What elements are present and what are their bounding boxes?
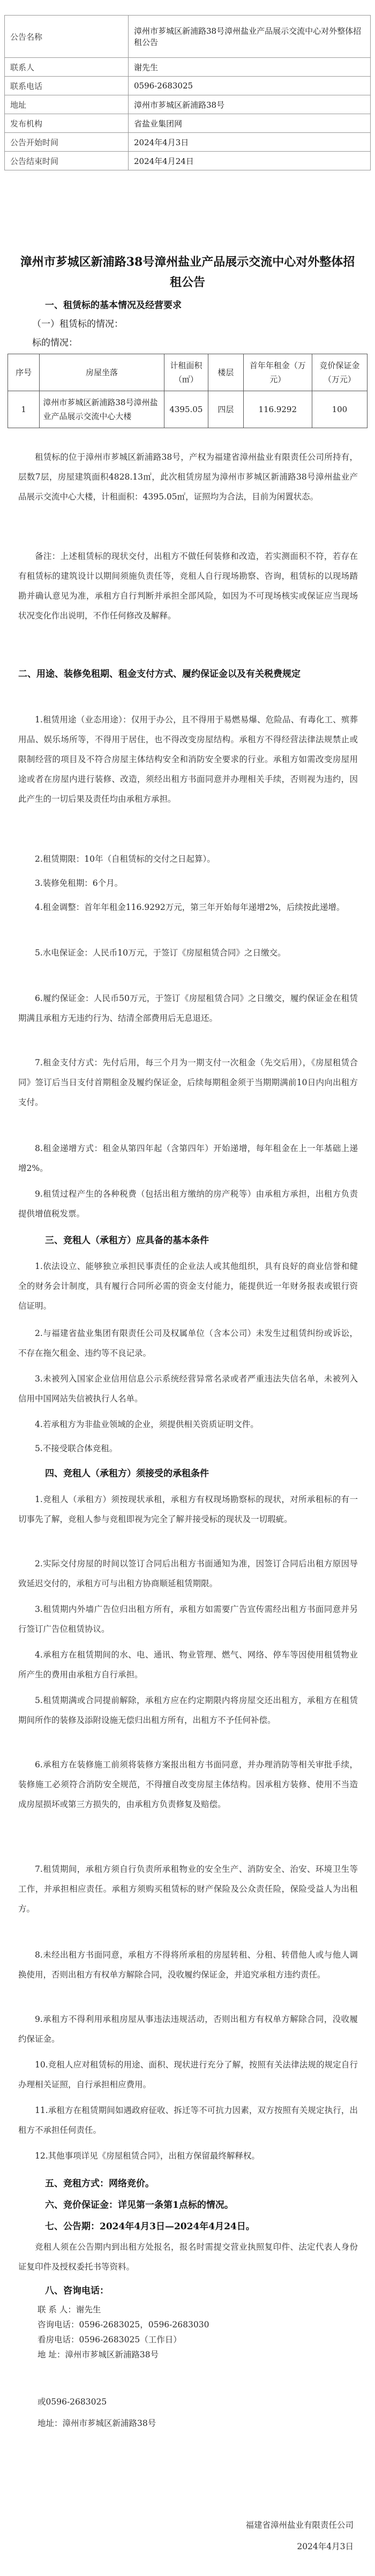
- section-heading: 二、用途、装修免租期、租金支付方式、履约保证金以及有关税费规定: [18, 669, 301, 680]
- paragraph: 6.承租方在装修施工前须将装修方案报出租方书面同意，并办理消防等相关审批手续，装修施工必须符合消防安全规范，不得擅自改变房屋主体结构。因承租方装修、使用不当造成房屋损坏或第三方损失的，由承租方负责修复及赔偿。: [18, 1760, 358, 1809]
- info-row: [5, 114, 371, 133]
- contact-line: 地址：漳州市芗城区新浦路38号: [38, 2418, 156, 2428]
- paragraph: 2.与福建省盐业集团有限责任公司及权属单位（含本公司）未发生过租赁纠纷或诉讼，不存在拖欠租金、违约等不良记录。: [18, 1328, 358, 1358]
- subsection-heading: 标的情况：: [32, 338, 78, 348]
- paragraph: 1.竞租人（承租方）须按现状承租，承租方有权现场勘察标的现状，对所承租标的有一切事先了解，竞租人参与竞租即视为完全了解并接受标的现状及一切瑕疵。: [18, 1495, 358, 1524]
- info-row: [5, 152, 371, 170]
- contact-line: 地 址：漳州市芗城区新浦路38号: [38, 2350, 159, 2360]
- table-header: 竞价保证金（万元）: [312, 354, 367, 391]
- contact-line: 联 系 人：谢先生: [38, 2305, 101, 2314]
- document-title: 漳州市芗城区新浦路38号漳州盐业产品展示交流中心对外整体招租公告: [20, 255, 355, 289]
- paragraph: 8.未经出租方书面同意，承租方不得将所承租的房屋转租、分租、转借他人或与他人调换使用，否则出租方有权单方解除合同，没收履约保证金，并追究承租方违约责任。: [18, 1950, 358, 1980]
- paragraph: 1.租赁用途（业态用途）：仅用于办公，且不得用于易燃易爆、危险品、有毒化工、殡葬用品、娱乐场所等，不得用于居住，也不得改变房屋结构。承租方不得经营法律法规禁止或限制经营的项目及不符合房屋主体结构安全和消防安全要求的行业。承租方如需改变房屋用途或者在房屋内进行装修、改造，须经出租方书面同意并办理相关手续，否则视为违约，因此产生的一切后果及责任均由承租方承担。: [18, 715, 358, 804]
- contact-line: 看房电话：0596-2683025（工作日）: [38, 2335, 182, 2344]
- subsection-heading: （一）租赁标的情况：: [32, 319, 123, 330]
- table-header: 首年年租金（万元）: [243, 354, 312, 391]
- signing-organization: 福建省漳州盐业有限责任公司: [245, 2520, 354, 2530]
- section-heading: 五、竞租方式：网络竞价。: [45, 2178, 154, 2189]
- paragraph: 1.依法设立、能够独立承担民事责任的企业法人或其他组织，具有良好的商业信誉和健全的财务会计制度，具有履行合同所必需的资金支付能力，能提供近一年财务报表或银行资信证明。: [18, 1261, 358, 1311]
- paragraph: 5.租赁期满或合同提前解除，承租方应在约定期限内将房屋交还出租方，承租方在租赁期间所作的装修及添附设施无偿归出租方所有，出租方不予任何补偿。: [18, 1696, 358, 1725]
- table-header: 序号: [8, 354, 40, 391]
- paragraph: 12.其他事项详见《房屋租赁合同》，出租方保留最终解释权。: [35, 2151, 260, 2161]
- paragraph: 7.租赁期间，承租方须自行负责所承租物业的安全生产、消防安全、治安、环境卫生等工作，并承担相应责任。承租方须购买租赁标的财产保险及公众责任险，保险受益人为出租方。: [18, 1864, 358, 1914]
- paragraph: 租赁标的位于漳州市芗城区新浦路38号，产权为福建省漳州盐业有限责任公司所持有，层数7层，房屋建筑面积4828.13㎡，此次租赁房屋为漳州市芗城区新浦路38号漳州盐业产品展示交流中心大楼，计租面积：4395.05㎡，证照均为合法，目前为闲置状态。: [18, 452, 358, 502]
- signing-date: 2024年4月3日: [297, 2542, 354, 2551]
- table-row: [8, 391, 368, 428]
- asset-table: [8, 354, 368, 428]
- announcement-info-table: [4, 15, 371, 170]
- table-header: 楼层: [208, 354, 244, 391]
- paragraph: 3.装修免租期：6个月。: [35, 878, 123, 888]
- table-cell: 116.9292: [243, 391, 312, 428]
- paragraph: 备注：上述租赁标的现状交付，出租方不做任何装修和改造，若实测面积不符，若存在有租赁标的建筑设计以期间须施负责任等，竞租人自行现场勘察、咨询，租赁标的以现场踏勘并确认意见为准，承租方自行判断并承担全部风险，如因为不可现场核实或保证应当现场状况变化作出说明，不作任何修改及解释。: [18, 551, 358, 621]
- table-header: 计租面积（㎡）: [164, 354, 208, 391]
- info-key: 公告名称: [5, 16, 129, 58]
- info-key: 发布机构: [5, 114, 129, 133]
- table-cell: 100: [312, 391, 367, 428]
- table-cell: 漳州市芗城区新浦路38号漳州盐业产品展示交流中心大楼: [40, 391, 164, 428]
- paragraph: 竞租人须在公告期内到出租方处报名，报名时需提交营业执照复印件、法定代表人身份证复印件及授权委托书等资料。: [18, 2242, 358, 2272]
- paragraph: 5.水电保证金：人民币10万元，于签订《房屋租赁合同》之日缴交。: [35, 948, 286, 958]
- paragraph: 9.承租方不得利用承租房屋从事违法违规活动，否则出租方有权单方解除合同，没收履约保证金。: [18, 2014, 358, 2044]
- table-cell: 4395.05: [164, 391, 208, 428]
- info-key: 公告结束时间: [5, 152, 129, 170]
- section-heading: 六、竞价保证金：详见第一条第1点标的情况。: [45, 2200, 234, 2211]
- info-row: [5, 16, 371, 58]
- paragraph: 10.竞租人应对租赁标的用途、面积、现状进行充分了解，按照有关法律法规的规定自行办理相关证照，自行承担相应费用。: [18, 2060, 358, 2089]
- info-value: 谢先生: [129, 58, 371, 77]
- section-heading: 八、咨询电话：: [45, 2286, 109, 2296]
- paragraph: 4.若承租方为非盐业领域的企业，须提供相关资质证明文件。: [35, 1420, 259, 1429]
- info-row: [5, 77, 371, 95]
- info-key: 联系人: [5, 58, 129, 77]
- section-heading: 三、竞租人（承租方）应具备的基本条件: [45, 1235, 209, 1246]
- section-heading: 七、公告期：2024年4月3日—2024年4月24日。: [45, 2221, 255, 2232]
- table-header: 房屋坐落: [40, 354, 164, 391]
- info-key: 联系电话: [5, 77, 129, 95]
- paragraph: 7.租金支付方式：先付后用，每三个月为一期支付一次租金（先交后用），《房屋租赁合同》签订后当日支付首期租金及履约保证金，后续每期租金须于当期期满前10日内向出租方支付。: [18, 1058, 358, 1107]
- paragraph: 4.租金调整：首年年租金116.9292万元，第三年开始每年递增2%，后续按此递增。: [35, 902, 345, 912]
- paragraph: 11.承租方在租赁期间如遇政府征收、拆迁等不可抗力因素，双方按照有关规定执行，出租方不承担任何责任。: [18, 2105, 358, 2135]
- contact-line: 或0596-2683025: [38, 2397, 107, 2407]
- info-key: 地址: [5, 95, 129, 114]
- paragraph: 5.不接受联合体竞租。: [35, 1444, 118, 1453]
- table-cell: 四层: [208, 391, 244, 428]
- info-value: 漳州市芗城区新浦路38号: [129, 95, 371, 114]
- contact-line: 咨询电话：0596-2683025，0596-2683030: [38, 2320, 209, 2329]
- info-key: 公告开始时间: [5, 133, 129, 152]
- table-header-row: [8, 354, 368, 391]
- paragraph: 3.未被列入国家企业信用信息公示系统经营异常名录或者严重违法失信名单，未被列入信用中国网站失信被执行人名单。: [18, 1374, 358, 1403]
- info-value: 漳州市芗城区新浦路38号漳州盐业产品展示交流中心对外整体招租公告: [129, 16, 371, 58]
- info-row: [5, 58, 371, 77]
- info-row: [5, 95, 371, 114]
- info-row: [5, 133, 371, 152]
- paragraph: 2.租赁期限：10年（自租赁标的交付之日起算）。: [35, 854, 215, 864]
- section-heading: 一、租赁标的基本情况及经营要求: [45, 300, 182, 311]
- table-cell: 1: [8, 391, 40, 428]
- paragraph: 3.租赁期内外墙广告位归出租方所有，承租方如需要广告宣传需经出租方书面同意并另行签订广告位租赁协议。: [18, 1604, 358, 1634]
- section-heading: 四、竞租人（承租方）须接受的承租条件: [45, 1468, 209, 1479]
- paragraph: 2.实际交付房屋的时间以签订合同后出租方书面通知为准，因签订合同后出租方原因导致延迟交付的，承租方可与出租方协商顺延租赁期限。: [18, 1559, 358, 1588]
- info-value: 2024年4月24日: [129, 152, 371, 170]
- info-value: 2024年4月3日: [129, 133, 371, 152]
- paragraph: 4.承租方在租赁期间的水、电、通讯、物业管理、燃气、网络、停车等因使用租赁物业所产生的费用由承租方自行承担。: [18, 1650, 358, 1679]
- paragraph: 8.租金递增方式：租金从第四年起（含第四年）开始递增，每年租金在上一年基础上递增2%。: [18, 1144, 358, 1173]
- paragraph: 9.租赁过程产生的各种税费（包括出租方缴纳的房产税等）由承租方承担，出租方负责提供增值税发票。: [18, 1189, 358, 1219]
- info-value: 省盐业集团网: [129, 114, 371, 133]
- info-value: 0596-2683025: [129, 77, 371, 95]
- paragraph: 6.履约保证金：人民币50万元，于签订《房屋租赁合同》之日缴交，履约保证金在租赁期满且承租方无违约行为、结清全部费用后无息退还。: [18, 994, 358, 1023]
